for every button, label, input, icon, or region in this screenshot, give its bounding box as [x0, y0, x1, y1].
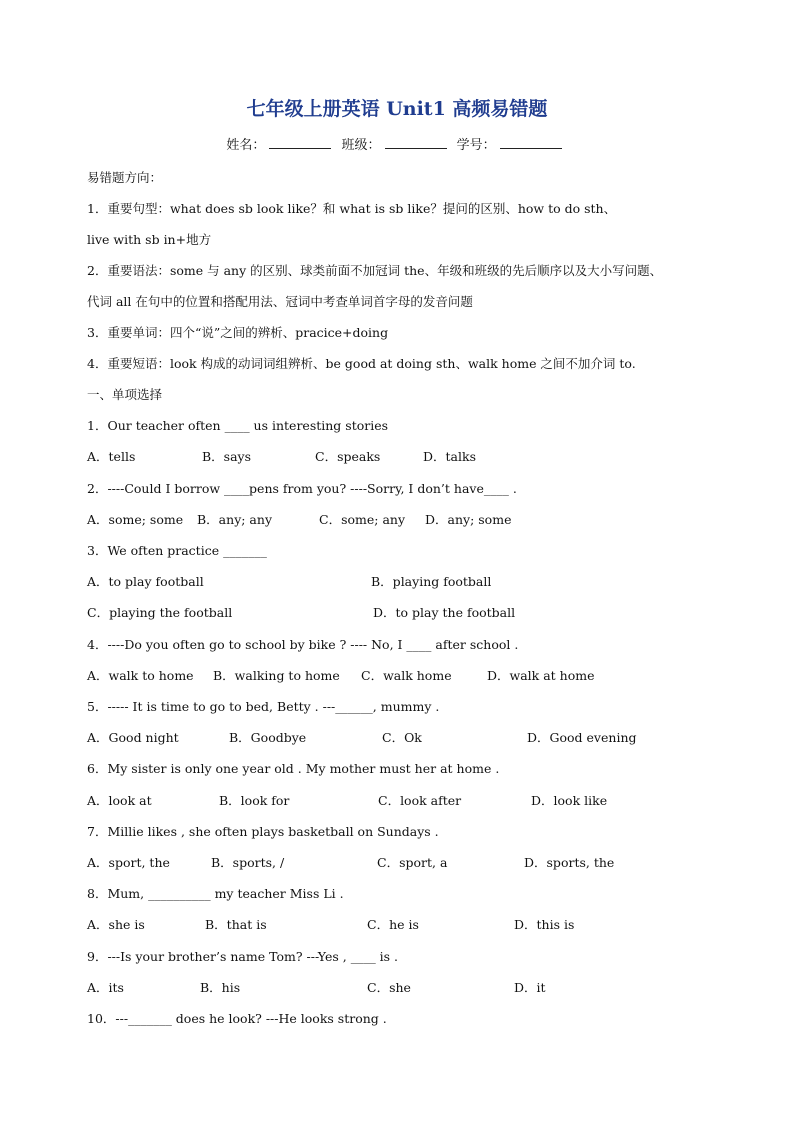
option-b[interactable]: B．walking to home [213, 668, 340, 683]
option-c[interactable]: C．look after [378, 793, 462, 808]
option-d[interactable]: D．sports, the [524, 855, 615, 870]
question-stem: 7．Millie likes , she often plays basketball on Sundays . [87, 824, 439, 839]
class-label: 班级： [341, 138, 381, 153]
student-info-line [0, 134, 794, 153]
question-options [87, 728, 707, 746]
name-label: 姓名： [226, 138, 266, 153]
question-options [87, 915, 707, 933]
option-d[interactable]: D．Good evening [527, 730, 637, 745]
question-options [87, 603, 707, 621]
option-d[interactable]: D．it [514, 980, 546, 995]
question-options [87, 447, 707, 465]
id-blank[interactable] [500, 136, 562, 149]
question-stem: 8．Mum, __________ my teacher Miss Li . [87, 886, 344, 901]
option-b[interactable]: B．playing football [371, 574, 492, 589]
option-d[interactable]: D．any; some [425, 512, 512, 527]
class-blank[interactable] [385, 136, 447, 149]
option-a[interactable]: A．walk to home [87, 668, 194, 683]
option-a[interactable]: A．tells [87, 449, 136, 464]
option-b[interactable]: B．look for [219, 793, 290, 808]
option-b[interactable]: B．his [200, 980, 241, 995]
question-stem: 5．----- It is time to go to bed, Betty . ---______, mummy . [87, 699, 440, 714]
intro-item-2a: 2．重要语法：some 与 any 的区别、球类前面不加冠词 the、年级和班级的先后顺序以及大小写问题、 [87, 263, 663, 278]
question-options [87, 853, 707, 871]
page-title: 七年级上册英语 Unit1 高频易错题 [246, 98, 548, 120]
intro-item-4: 4．重要短语：look 构成的动词词组辨析、be good at doing sth、walk home 之间不加介词 to. [87, 356, 636, 371]
id-label: 学号： [456, 138, 496, 153]
intro-heading: 易错题方向： [87, 170, 163, 185]
question-options [87, 666, 707, 684]
question-options [87, 572, 707, 590]
intro-item-1b: live with sb in+地方 [87, 232, 212, 247]
question-stem: 6．My sister is only one year old . My mother must her at home . [87, 761, 500, 776]
option-a[interactable]: A．look at [87, 793, 152, 808]
question-stem: 3．We often practice _______ [87, 543, 267, 558]
option-b[interactable]: B．says [202, 449, 252, 464]
question-stem: 4．----Do you often go to school by bike ? ---- No, I ____ after school . [87, 637, 519, 652]
option-a[interactable]: A．some; some [87, 512, 184, 527]
option-b[interactable]: B．Goodbye [229, 730, 307, 745]
option-b[interactable]: B．that is [205, 917, 267, 932]
option-a[interactable]: A．Good night [87, 730, 179, 745]
intro-item-3: 3．重要单词：四个“说”之间的辨析、pracice+doing [87, 325, 389, 340]
question-stem: 10．---_______ does he look? ---He looks strong . [87, 1011, 387, 1026]
question-stem: 9．---Is your brother’s name Tom? ---Yes , ____ is . [87, 949, 399, 964]
option-a[interactable]: A．its [87, 980, 124, 995]
option-d[interactable]: D．walk at home [487, 668, 595, 683]
section-heading: 一、单项选择 [87, 387, 163, 402]
option-a[interactable]: A．to play football [87, 574, 204, 589]
question-stem: 2．----Could I borrow ____pens from you? ----Sorry, I don’t have____ . [87, 481, 517, 496]
option-a[interactable]: A．sport, the [87, 855, 170, 870]
option-c[interactable]: C．speaks [315, 449, 381, 464]
option-c[interactable]: C．playing the football [87, 605, 233, 620]
question-stem: 1．Our teacher often ____ us interesting stories [87, 418, 389, 433]
option-a[interactable]: A．she is [87, 917, 145, 932]
question-options [87, 791, 707, 809]
intro-item-1a: 1．重要句型：what does sb look like？和 what is sb like？提问的区别、how to do sth、 [87, 201, 617, 216]
option-c[interactable]: C．she [367, 980, 411, 995]
option-c[interactable]: C．sport, a [377, 855, 448, 870]
option-d[interactable]: D．look like [531, 793, 608, 808]
option-c[interactable]: C．Ok [382, 730, 422, 745]
question-options [87, 510, 707, 528]
option-d[interactable]: D．talks [423, 449, 476, 464]
option-b[interactable]: B．sports, / [211, 855, 285, 870]
question-options [87, 978, 707, 996]
option-c[interactable]: C．some; any [319, 512, 406, 527]
option-b[interactable]: B．any; any [197, 512, 273, 527]
option-d[interactable]: D．this is [514, 917, 575, 932]
option-c[interactable]: C．walk home [361, 668, 452, 683]
intro-item-2b: 代词 all 在句中的位置和搭配用法、冠词中考查单词首字母的发音问题 [87, 294, 473, 309]
option-c[interactable]: C．he is [367, 917, 419, 932]
name-blank[interactable] [269, 136, 331, 149]
option-d[interactable]: D．to play the football [373, 605, 516, 620]
